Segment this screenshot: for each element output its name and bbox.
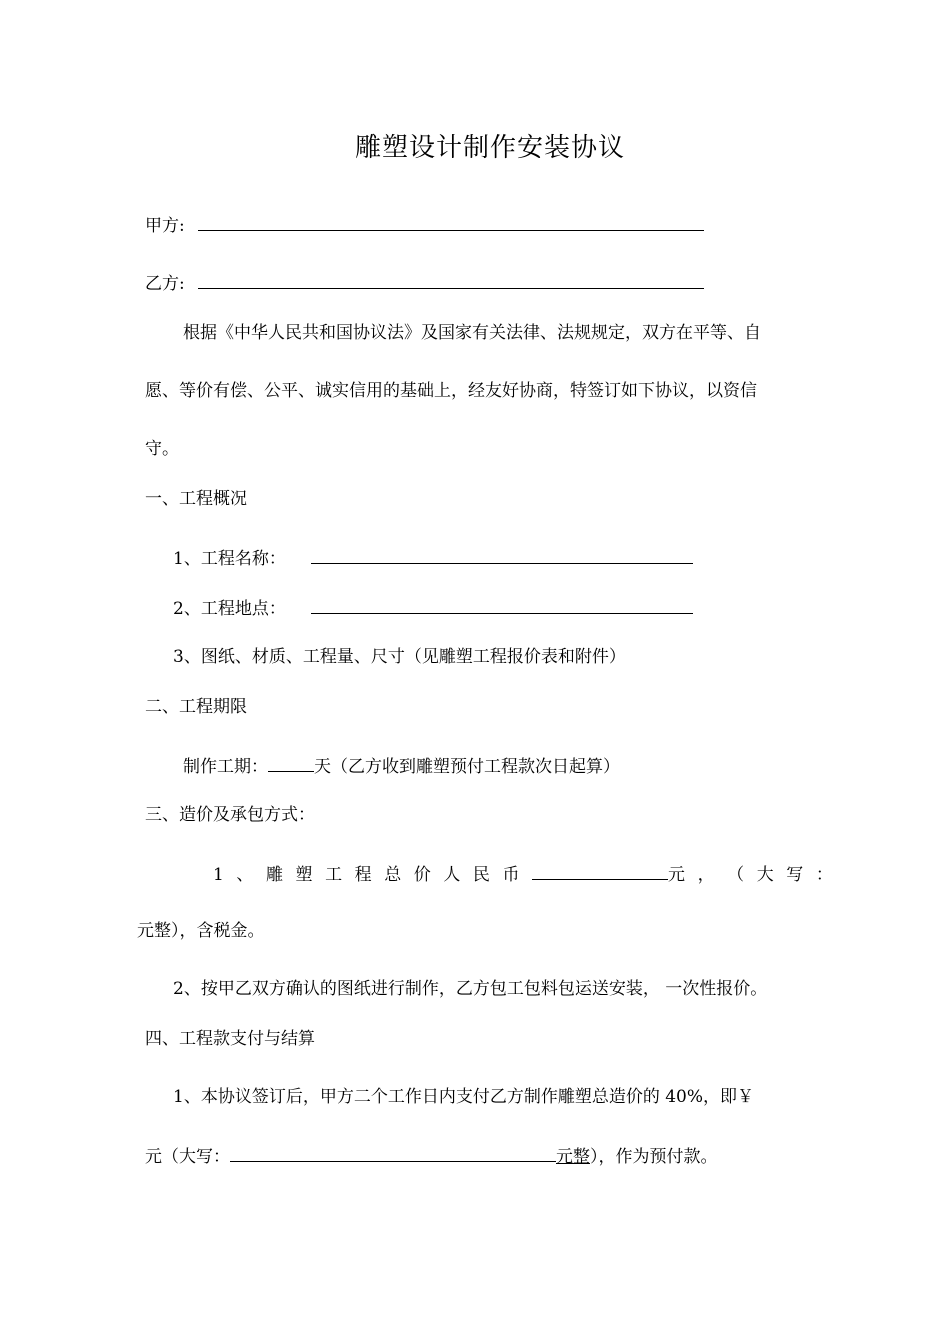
party-a-blank xyxy=(198,212,704,231)
advance-payment-line-1: 1、本协议签订后，甲方二个工作日内支付乙方制作雕塑总造价的 40%，即￥ xyxy=(173,1087,755,1107)
total-price-char: 雕 xyxy=(265,865,283,885)
project-name-blank xyxy=(311,545,693,564)
total-price-char: 1 xyxy=(213,865,224,885)
total-price-char: 民 xyxy=(472,865,490,885)
period-days-blank xyxy=(268,753,314,772)
project-name-line xyxy=(173,545,693,571)
section-1-heading: 一、工程概况 xyxy=(145,489,247,509)
project-location-blank xyxy=(311,595,693,614)
advance-payment-prefix: 元（大写： xyxy=(145,1147,230,1167)
total-price-char: 价 xyxy=(413,865,431,885)
total-price-continuation: 元整），含税金。 xyxy=(137,921,265,941)
intro-line-3: 守。 xyxy=(145,439,179,459)
total-price-comma: ， xyxy=(697,865,715,885)
contracting-method-item: 2、按甲乙双方确认的图纸进行制作，乙方包工包料包运送安装， 一次性报价。 xyxy=(173,979,768,999)
party-b-line xyxy=(145,270,704,296)
party-b-label: 乙方: xyxy=(145,274,185,294)
advance-payment-line-2 xyxy=(145,1143,718,1169)
project-location-label: 2、工程地点： xyxy=(173,599,286,619)
total-price-unit: 元 xyxy=(668,865,686,885)
party-a-line xyxy=(145,212,704,238)
period-suffix: 天（乙方收到雕塑预付工程款次日起算） xyxy=(314,757,620,777)
total-price-daxie: 大 xyxy=(756,865,774,885)
total-price-char: 程 xyxy=(354,865,372,885)
section-2-heading: 二、工程期限 xyxy=(145,697,247,717)
total-price-colon: ： xyxy=(815,865,833,885)
total-price-blank xyxy=(532,861,668,880)
section-3-heading: 三、造价及承包方式： xyxy=(145,805,315,825)
intro-line-1: 根据《中华人民共和国协议法》及国家有关法律、法规规定，双方在平等、自 xyxy=(183,323,761,343)
advance-payment-blank xyxy=(230,1143,556,1162)
project-location-line xyxy=(173,595,693,621)
advance-payment-suffix: ），作为预付款。 xyxy=(590,1147,718,1167)
advance-payment-unit: 元整 xyxy=(556,1147,590,1167)
total-price-amount xyxy=(532,861,685,887)
drawings-materials-item: 3、图纸、材质、工程量、尺寸（见雕塑工程报价表和附件） xyxy=(173,647,626,667)
total-price-char: 、 xyxy=(236,865,254,885)
party-b-blank xyxy=(198,270,704,289)
intro-line-2: 愿、等价有偿、公平、诚实信用的基础上，经友好协商，特签订如下协议，以资信 xyxy=(145,381,757,401)
section-4-heading: 四、工程款支付与结算 xyxy=(145,1029,315,1049)
total-price-char: 币 xyxy=(502,865,520,885)
total-price-char: 工 xyxy=(325,865,343,885)
total-price-line xyxy=(213,861,833,887)
total-price-xie: 写 xyxy=(786,865,804,885)
construction-period-line xyxy=(183,753,620,779)
total-price-char: 人 xyxy=(443,865,461,885)
total-price-paren: （ xyxy=(727,865,745,885)
document-title: 雕塑设计制作安装协议 xyxy=(354,133,625,163)
party-a-label: 甲方: xyxy=(145,216,185,236)
period-prefix: 制作工期： xyxy=(183,757,268,777)
project-name-label: 1、工程名称： xyxy=(173,549,286,569)
total-price-char: 塑 xyxy=(295,865,313,885)
total-price-char: 总 xyxy=(384,865,402,885)
